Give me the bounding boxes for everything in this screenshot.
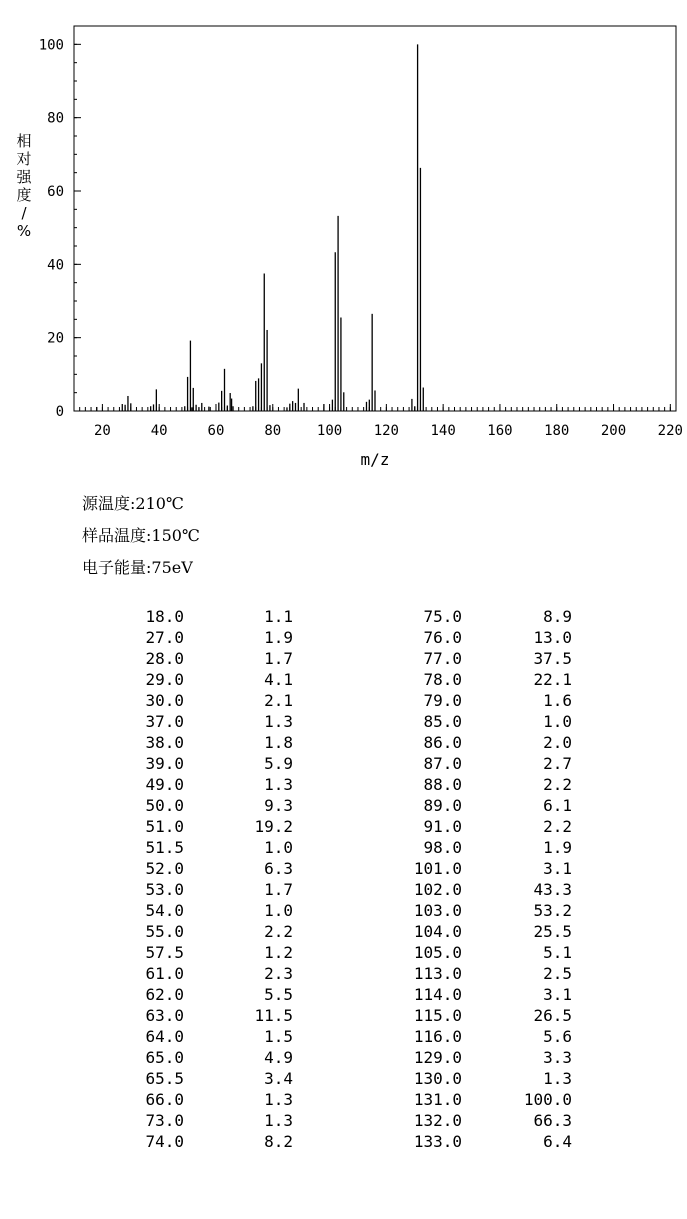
peak-mz: 98.0 bbox=[423, 838, 462, 857]
peak-mz: 38.0 bbox=[145, 733, 184, 752]
peak-mz: 113.0 bbox=[413, 964, 462, 983]
peak-table-intensity-column-right bbox=[490, 606, 572, 1152]
peak-intensity: 11.5 bbox=[254, 1006, 293, 1025]
x-tick-label: 100 bbox=[316, 423, 343, 439]
x-tick-label: 200 bbox=[600, 423, 627, 439]
peak-intensity: 1.0 bbox=[543, 712, 572, 731]
peak-mz: 133.0 bbox=[413, 1132, 462, 1151]
peak-intensity: 25.5 bbox=[533, 922, 572, 941]
peak-intensity: 1.8 bbox=[264, 733, 293, 752]
peak-mz: 76.0 bbox=[423, 628, 462, 647]
peak-intensity: 53.2 bbox=[533, 901, 572, 920]
peak-intensity: 3.3 bbox=[543, 1048, 572, 1067]
peak-mz: 50.0 bbox=[145, 796, 184, 815]
peak-mz: 114.0 bbox=[413, 985, 462, 1004]
peak-intensity: 5.9 bbox=[264, 754, 293, 773]
peak-mz: 27.0 bbox=[145, 628, 184, 647]
peak-intensity: 5.6 bbox=[543, 1027, 572, 1046]
plot-frame bbox=[74, 26, 676, 411]
peak-mz: 103.0 bbox=[413, 901, 462, 920]
peak-intensity: 1.3 bbox=[543, 1069, 572, 1088]
peak-intensity: 19.2 bbox=[254, 817, 293, 836]
peak-intensity: 6.3 bbox=[264, 859, 293, 878]
peak-mz: 51.0 bbox=[145, 817, 184, 836]
peak-intensity: 9.3 bbox=[264, 796, 293, 815]
peak-intensity: 2.0 bbox=[543, 733, 572, 752]
peak-mz: 101.0 bbox=[413, 859, 462, 878]
peak-intensity: 2.2 bbox=[543, 817, 572, 836]
peak-mz: 65.5 bbox=[145, 1069, 184, 1088]
peak-mz: 115.0 bbox=[413, 1006, 462, 1025]
peak-intensity: 5.1 bbox=[543, 943, 572, 962]
peak-mz: 29.0 bbox=[145, 670, 184, 689]
peak-intensity: 1.2 bbox=[264, 943, 293, 962]
peak-intensity: 2.3 bbox=[264, 964, 293, 983]
peak-intensity: 66.3 bbox=[533, 1111, 572, 1130]
peak-mz: 73.0 bbox=[145, 1111, 184, 1130]
peak-mz: 87.0 bbox=[423, 754, 462, 773]
x-tick-label: 220 bbox=[657, 423, 683, 439]
x-tick-label: 140 bbox=[430, 423, 456, 439]
peak-intensity: 1.0 bbox=[264, 838, 293, 857]
x-tick-label: 20 bbox=[93, 423, 111, 439]
peak-table-mz-column-left bbox=[100, 606, 184, 1152]
mass-spectrum-chart bbox=[0, 0, 687, 480]
x-tick-label: 60 bbox=[207, 423, 225, 439]
peak-mz: 79.0 bbox=[423, 691, 462, 710]
peak-mz: 65.0 bbox=[145, 1048, 184, 1067]
peak-mz: 51.5 bbox=[145, 838, 184, 857]
peak-intensity: 1.3 bbox=[264, 775, 293, 794]
x-tick-label: 40 bbox=[150, 423, 168, 439]
peak-mz: 104.0 bbox=[413, 922, 462, 941]
peak-mz: 37.0 bbox=[145, 712, 184, 731]
peak-intensity: 1.3 bbox=[264, 1111, 293, 1130]
peak-mz: 54.0 bbox=[145, 901, 184, 920]
spectrum-peaks bbox=[97, 44, 424, 411]
peak-mz: 57.5 bbox=[145, 943, 184, 962]
peak-intensity: 8.2 bbox=[264, 1132, 293, 1151]
peak-intensity: 6.1 bbox=[543, 796, 572, 815]
source-temperature: 源温度:210℃ bbox=[82, 494, 184, 513]
peak-intensity: 22.1 bbox=[533, 670, 572, 689]
peak-intensity: 37.5 bbox=[533, 649, 572, 668]
peak-intensity: 1.7 bbox=[264, 880, 293, 899]
electron-energy: 电子能量:75eV bbox=[82, 558, 193, 577]
x-tick-label: 120 bbox=[373, 423, 400, 439]
y-minor-ticks bbox=[74, 44, 77, 411]
peak-mz: 74.0 bbox=[145, 1132, 184, 1151]
peak-intensity: 6.4 bbox=[543, 1132, 572, 1151]
x-tick-label: 180 bbox=[544, 423, 570, 439]
peak-intensity: 3.1 bbox=[543, 985, 572, 1004]
y-tick-label: 100 bbox=[38, 37, 64, 54]
peak-intensity: 2.2 bbox=[264, 922, 293, 941]
peak-mz: 77.0 bbox=[423, 649, 462, 668]
peak-intensity: 1.1 bbox=[264, 607, 293, 626]
peak-mz: 28.0 bbox=[145, 649, 184, 668]
peak-intensity: 8.9 bbox=[543, 607, 572, 626]
y-tick-label: 20 bbox=[47, 330, 64, 347]
peak-intensity: 2.5 bbox=[543, 964, 572, 983]
peak-mz: 62.0 bbox=[145, 985, 184, 1004]
peak-mz: 105.0 bbox=[413, 943, 462, 962]
peak-mz: 132.0 bbox=[413, 1111, 462, 1130]
peak-mz: 75.0 bbox=[423, 607, 462, 626]
peak-mz: 39.0 bbox=[145, 754, 184, 773]
peak-intensity: 26.5 bbox=[533, 1006, 572, 1025]
peak-intensity: 5.5 bbox=[264, 985, 293, 1004]
y-tick-label: 60 bbox=[47, 184, 64, 200]
peak-intensity: 2.2 bbox=[543, 775, 572, 794]
peak-mz: 64.0 bbox=[145, 1027, 184, 1046]
peak-intensity: 1.3 bbox=[264, 1090, 293, 1109]
peak-table bbox=[0, 606, 687, 1166]
peak-intensity: 1.3 bbox=[264, 712, 293, 731]
peak-mz: 86.0 bbox=[423, 733, 462, 752]
peak-intensity: 4.1 bbox=[264, 670, 293, 689]
peak-mz: 52.0 bbox=[145, 859, 184, 878]
peak-mz: 18.0 bbox=[145, 607, 184, 626]
peak-intensity: 2.1 bbox=[264, 691, 293, 710]
peak-mz: 85.0 bbox=[423, 712, 462, 731]
sample-temperature: 样品温度:150℃ bbox=[82, 526, 200, 545]
peak-mz: 30.0 bbox=[145, 691, 184, 710]
peak-intensity: 1.0 bbox=[264, 901, 293, 920]
peak-intensity: 2.7 bbox=[543, 754, 572, 773]
peak-table-intensity-column-left bbox=[220, 606, 293, 1152]
peak-intensity: 13.0 bbox=[533, 628, 572, 647]
y-axis-ticks bbox=[39, 37, 81, 420]
peak-mz: 116.0 bbox=[413, 1027, 462, 1046]
peak-mz: 102.0 bbox=[413, 880, 462, 899]
peak-intensity: 1.5 bbox=[264, 1027, 293, 1046]
x-tick-label: 80 bbox=[264, 423, 282, 439]
peak-intensity: 43.3 bbox=[533, 880, 572, 899]
peak-intensity: 1.7 bbox=[264, 649, 293, 668]
peak-mz: 91.0 bbox=[423, 817, 462, 836]
peak-intensity: 4.9 bbox=[264, 1048, 293, 1067]
peak-mz: 88.0 bbox=[423, 775, 462, 794]
peak-mz: 78.0 bbox=[423, 670, 462, 689]
peak-mz: 130.0 bbox=[413, 1069, 462, 1088]
peak-mz: 53.0 bbox=[145, 880, 184, 899]
peak-intensity: 3.1 bbox=[543, 859, 572, 878]
peak-intensity: 1.9 bbox=[264, 628, 293, 647]
peak-mz: 63.0 bbox=[145, 1006, 184, 1025]
y-tick-label: 80 bbox=[47, 110, 64, 127]
peak-mz: 131.0 bbox=[413, 1090, 462, 1109]
peak-mz: 66.0 bbox=[145, 1090, 184, 1109]
peak-intensity: 100.0 bbox=[523, 1090, 572, 1109]
x-tick-label: 160 bbox=[487, 423, 513, 439]
peak-mz: 129.0 bbox=[413, 1048, 462, 1067]
x-axis-label: m/z bbox=[360, 450, 390, 469]
peak-mz: 61.0 bbox=[145, 964, 184, 983]
measurement-conditions bbox=[82, 491, 200, 587]
peak-mz: 49.0 bbox=[145, 775, 184, 794]
peak-intensity: 3.4 bbox=[264, 1069, 293, 1088]
peak-intensity: 1.9 bbox=[543, 838, 572, 857]
y-axis-label: 相对强度/ % bbox=[16, 132, 32, 240]
peak-mz: 89.0 bbox=[423, 796, 462, 815]
peak-table-mz-column-right bbox=[360, 606, 462, 1152]
peak-intensity: 1.6 bbox=[543, 691, 572, 710]
peak-mz: 55.0 bbox=[145, 922, 184, 941]
y-tick-label: 0 bbox=[55, 404, 64, 420]
y-tick-label: 40 bbox=[47, 257, 64, 274]
